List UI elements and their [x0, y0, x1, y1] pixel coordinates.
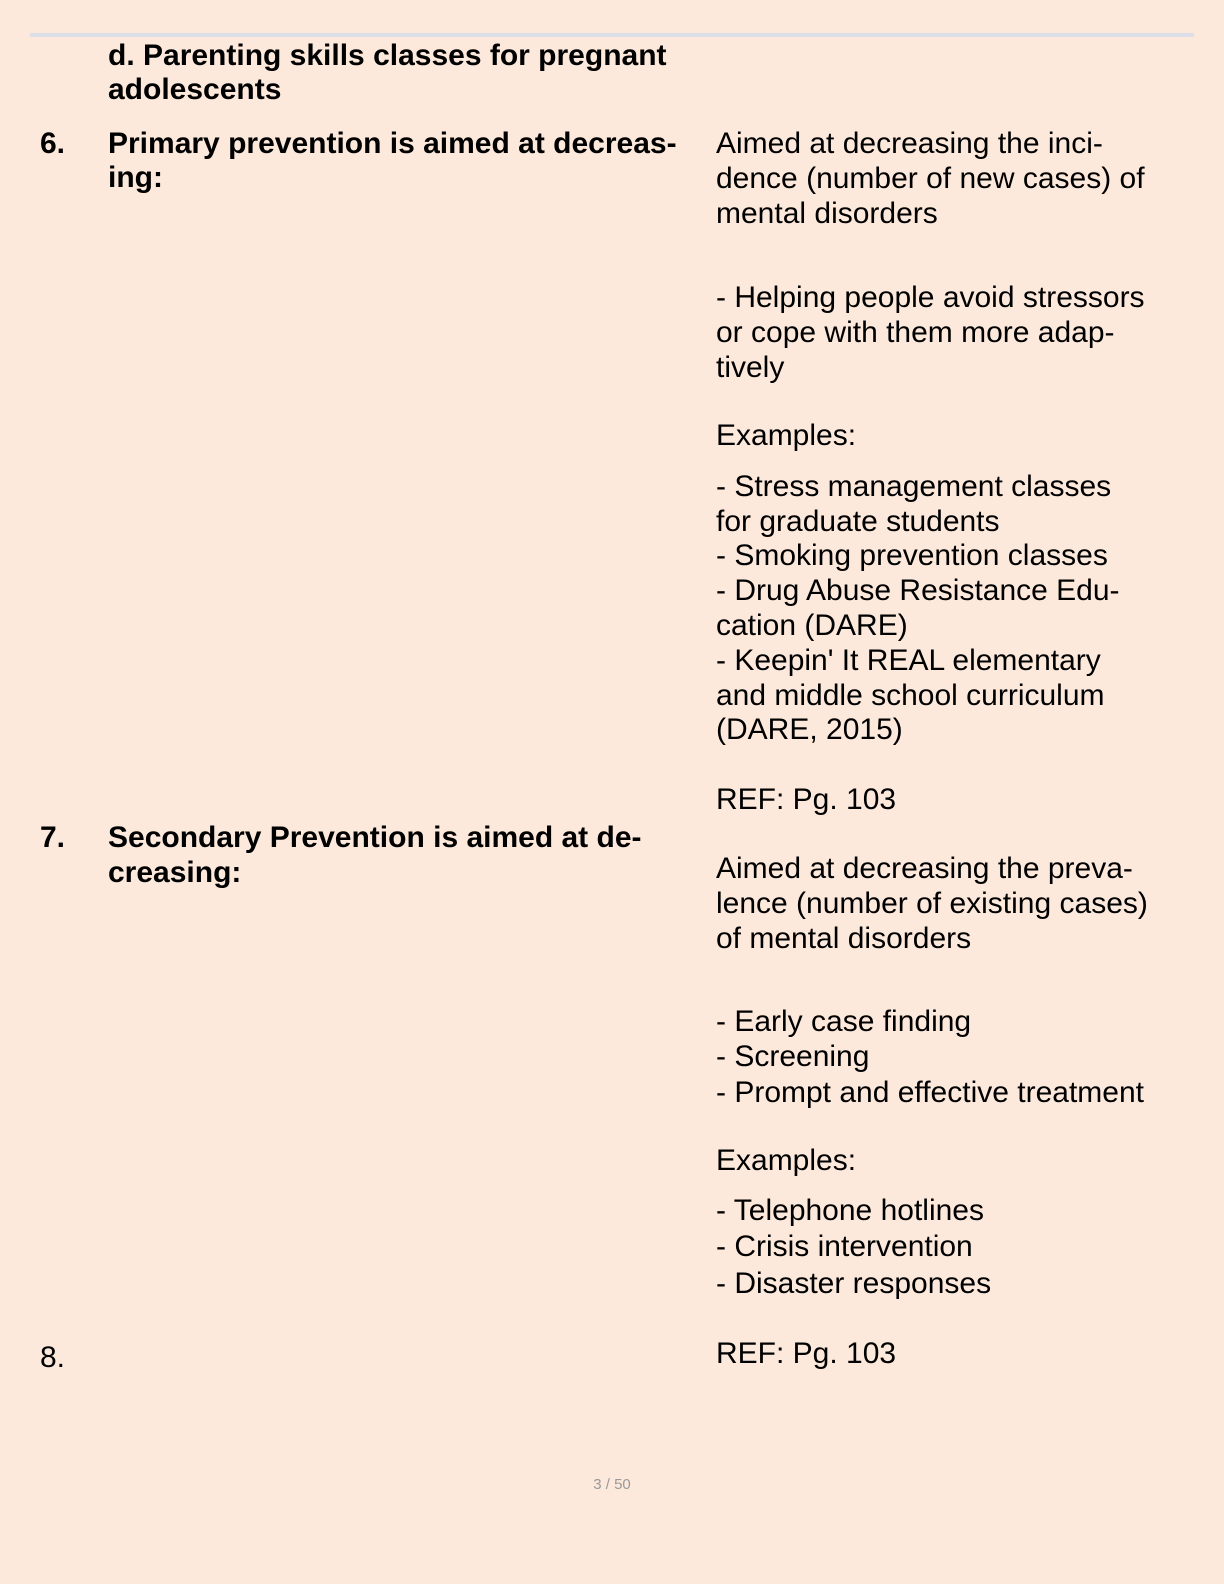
q6-example-line-7: and middle school curriculum: [716, 679, 1105, 712]
q7-examples-label: Examples:: [716, 1144, 857, 1177]
q7-number: 7.: [40, 821, 66, 854]
q7-def-line-2: lence (number of existing cases): [716, 887, 1148, 920]
top-rule: [30, 33, 1194, 37]
q6-question-line-1: Primary prevention is aimed at decreas-: [108, 127, 677, 160]
q6-example-line-2: for graduate students: [716, 505, 1000, 538]
q6-def-line-2: dence (number of new cases) of: [716, 162, 1145, 195]
q7-question-line-1: Secondary Prevention is aimed at de-: [108, 821, 642, 854]
q6-number: 6.: [40, 127, 66, 160]
q7-strategy-line-2: - Screening: [716, 1040, 870, 1073]
q6-ref: REF: Pg. 103: [716, 783, 897, 816]
q7-example-line-1: - Telephone hotlines: [716, 1194, 984, 1227]
q8-number: 8.: [40, 1341, 66, 1374]
q6-strategy-line-2: or cope with them more adap-: [716, 316, 1115, 349]
q7-example-line-2: - Crisis intervention: [716, 1230, 973, 1263]
q7-example-line-3: - Disaster responses: [716, 1267, 992, 1300]
q6-example-line-1: - Stress management classes: [716, 470, 1112, 503]
q6-def-line-3: mental disorders: [716, 197, 938, 230]
page-indicator: 3 / 50: [593, 1476, 631, 1493]
q7-strategy-line-3: - Prompt and effective treatment: [716, 1076, 1144, 1109]
q6-example-line-3: - Smoking prevention classes: [716, 539, 1108, 572]
q6-def-line-1: Aimed at decreasing the inci-: [716, 127, 1103, 160]
q7-question-line-2: creasing:: [108, 856, 242, 889]
q6-question-line-2: ing:: [108, 161, 163, 194]
q7-def-line-3: of mental disorders: [716, 922, 972, 955]
q6-strategy-line-3: tively: [716, 351, 785, 384]
q6-example-line-8: (DARE, 2015): [716, 713, 903, 746]
q6-example-line-4: - Drug Abuse Resistance Edu-: [716, 574, 1120, 607]
q6-example-line-6: - Keepin' It REAL elementary: [716, 644, 1101, 677]
carryover-line-2: adolescents: [108, 73, 282, 106]
q6-example-line-5: cation (DARE): [716, 609, 908, 642]
q7-strategy-line-1: - Early case finding: [716, 1005, 972, 1038]
q7-def-line-1: Aimed at decreasing the preva-: [716, 852, 1133, 885]
q6-examples-label: Examples:: [716, 419, 857, 452]
carryover-line-1: d. Parenting skills classes for pregnant: [108, 39, 667, 72]
q6-strategy-line-1: - Helping people avoid stressors: [716, 281, 1145, 314]
q7-ref: REF: Pg. 103: [716, 1337, 897, 1370]
